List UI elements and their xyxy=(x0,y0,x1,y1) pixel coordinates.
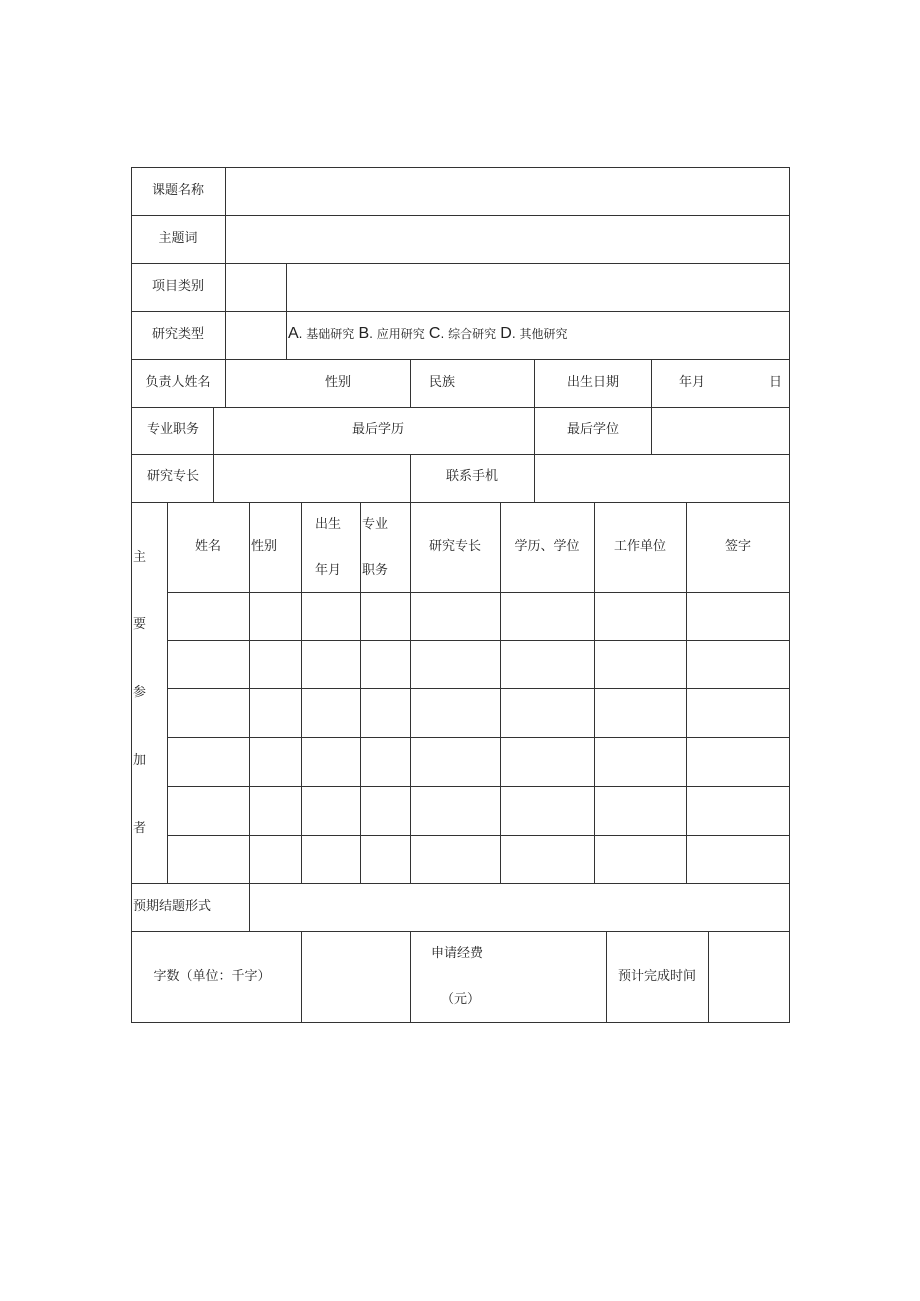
participants-side-label-3: 参 xyxy=(133,685,147,700)
project-category-label: 项目类别 xyxy=(151,279,205,294)
col-title-header-2: 职务 xyxy=(362,563,389,578)
rule xyxy=(789,167,790,1023)
rule xyxy=(131,454,790,455)
rule xyxy=(410,359,411,407)
col-name-header: 姓名 xyxy=(194,539,222,554)
rule xyxy=(594,502,595,883)
rule xyxy=(534,407,535,502)
col-gender-header: 性别 xyxy=(251,539,278,554)
title-label: 课题名称 xyxy=(151,183,205,198)
option-text-b: . 应用研究 xyxy=(369,327,425,341)
keywords-label: 主题词 xyxy=(158,231,198,246)
rule xyxy=(167,737,790,738)
col-birth-header-1: 出生 xyxy=(314,517,342,532)
rule xyxy=(360,502,361,883)
rule xyxy=(131,167,790,168)
rule xyxy=(500,502,501,883)
rule xyxy=(410,931,411,1022)
rule xyxy=(131,167,132,1023)
rule xyxy=(410,454,411,502)
word-count-label: 字数（单位：千字） xyxy=(153,969,271,984)
rule xyxy=(249,883,250,931)
rule xyxy=(131,311,790,312)
rule xyxy=(708,931,709,1022)
rule xyxy=(131,407,790,408)
rule xyxy=(410,502,411,883)
rule xyxy=(131,359,790,360)
rule xyxy=(131,1022,790,1023)
rule xyxy=(213,407,214,502)
research-type-label: 研究类型 xyxy=(151,327,205,342)
option-letter-d: D xyxy=(500,325,512,342)
rule xyxy=(167,592,790,593)
rule xyxy=(686,502,687,883)
rule xyxy=(301,502,302,883)
rule xyxy=(301,931,302,1022)
highest-degree-label: 最后学位 xyxy=(566,422,620,437)
option-text-a: . 基础研究 xyxy=(298,327,355,341)
rule xyxy=(131,883,790,884)
option-text-c: . 综合研究 xyxy=(440,327,497,341)
option-letter-a: A xyxy=(288,325,299,342)
rule xyxy=(651,359,652,454)
col-education-header: 学历、学位 xyxy=(514,539,580,554)
rule xyxy=(131,502,790,503)
option-letter-b: B xyxy=(358,325,370,342)
col-employer-header: 工作单位 xyxy=(613,539,667,554)
rule xyxy=(249,502,250,883)
col-birth-header-2: 年月 xyxy=(314,563,342,578)
ethnicity-label: 民族 xyxy=(429,375,456,390)
gender-label: 性别 xyxy=(324,375,352,390)
title-position-label: 专业职务 xyxy=(146,422,200,437)
rule xyxy=(167,640,790,641)
participants-side-label-4: 加 xyxy=(133,753,147,768)
rule xyxy=(225,167,226,407)
highest-education-label: 最后学历 xyxy=(351,422,405,437)
expected-output-label: 预期结题形式 xyxy=(133,899,212,914)
participants-side-label-5: 者 xyxy=(133,821,147,836)
col-title-header-1: 专业 xyxy=(362,517,389,532)
birth-date-label: 出生日期 xyxy=(566,375,620,390)
year-month-label: 年月 xyxy=(679,375,706,390)
rule xyxy=(167,502,168,883)
col-expertise-header: 研究专长 xyxy=(428,539,482,554)
rule xyxy=(286,263,287,359)
leader-name-label: 负责人姓名 xyxy=(145,375,211,390)
participants-side-label-1: 主 xyxy=(133,550,147,565)
rule xyxy=(167,835,790,836)
funding-label-1: 申请经费 xyxy=(431,946,484,961)
rule xyxy=(606,931,607,1022)
funding-label-2: （元） xyxy=(441,992,481,1007)
option-letter-c: C xyxy=(428,325,441,342)
rule xyxy=(131,215,790,216)
rule xyxy=(131,931,790,932)
expertise-label: 研究专长 xyxy=(146,469,200,484)
rule xyxy=(167,786,790,787)
rule xyxy=(131,263,790,264)
mobile-label: 联系手机 xyxy=(445,469,499,484)
rule xyxy=(534,359,535,407)
col-signature-header: 签字 xyxy=(724,539,752,554)
rule xyxy=(167,688,790,689)
option-text-d: . 其他研究 xyxy=(511,327,568,341)
participants-side-label-2: 要 xyxy=(133,617,147,632)
completion-time-label: 预计完成时间 xyxy=(617,969,697,984)
research-type-options xyxy=(288,326,567,343)
day-label: 日 xyxy=(769,375,783,390)
